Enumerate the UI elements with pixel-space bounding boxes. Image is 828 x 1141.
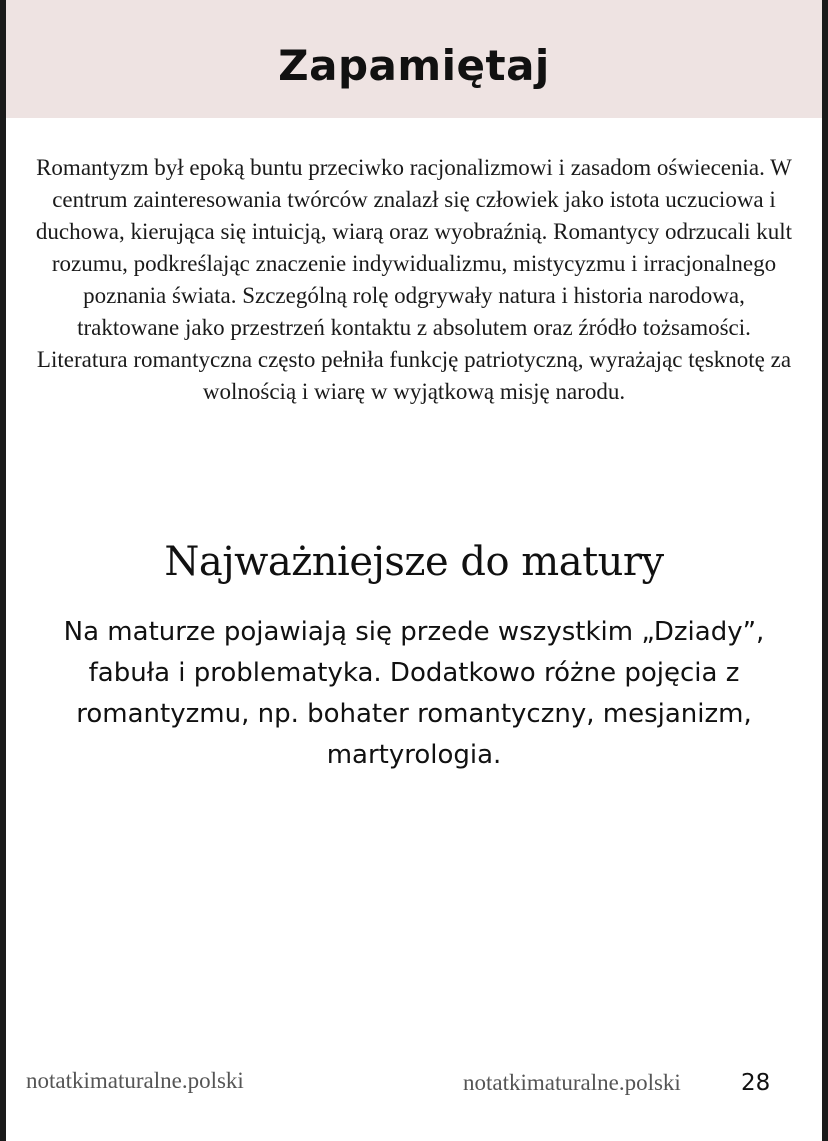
intro-paragraph: Romantyzm był epoką buntu przeciwko racjonalizmowi i zasadom oświecenia. W centrum zainteresowania twórców znalazł się człowiek jako istota uczuciowa i duchowa, kierująca się intuicją, wiarą oraz wyobraźnią. Romantycy odrzucali kult rozumu, podkreślając znaczenie indywidualizmu, mistycyzmu i irracjonalnego poznania świata. Szczególną rolę odgrywały natura i historia narodowa, traktowane jako przestrzeń kontaktu z absolutem oraz źródło tożsamości. Literatura romantyczna często pełniła funkcję patriotyczną, wyrażając tęsknotę za wolnością i wiarę w wyjątkową misję narodu. (35, 155, 793, 404)
footer-site-left: notatkimaturalne.polski (26, 1068, 244, 1093)
page-number: 28 (741, 1070, 771, 1096)
footer-site-right: notatkimaturalne.polski (463, 1070, 681, 1095)
matura-paragraph: Na maturze pojawiają się przede wszystkim „Dziady”, fabuła i problematyka. Dodatkowo różne pojęcia z romantyzmu, np. bohater romantyczny, mesjanizm, martyrologia. (63, 617, 765, 770)
section-title-matura: Najważniejsze do matury (164, 539, 664, 585)
page-title: Zapamiętaj (278, 41, 550, 90)
page-edge-left (0, 0, 6, 1141)
page-edge-right (822, 0, 828, 1141)
